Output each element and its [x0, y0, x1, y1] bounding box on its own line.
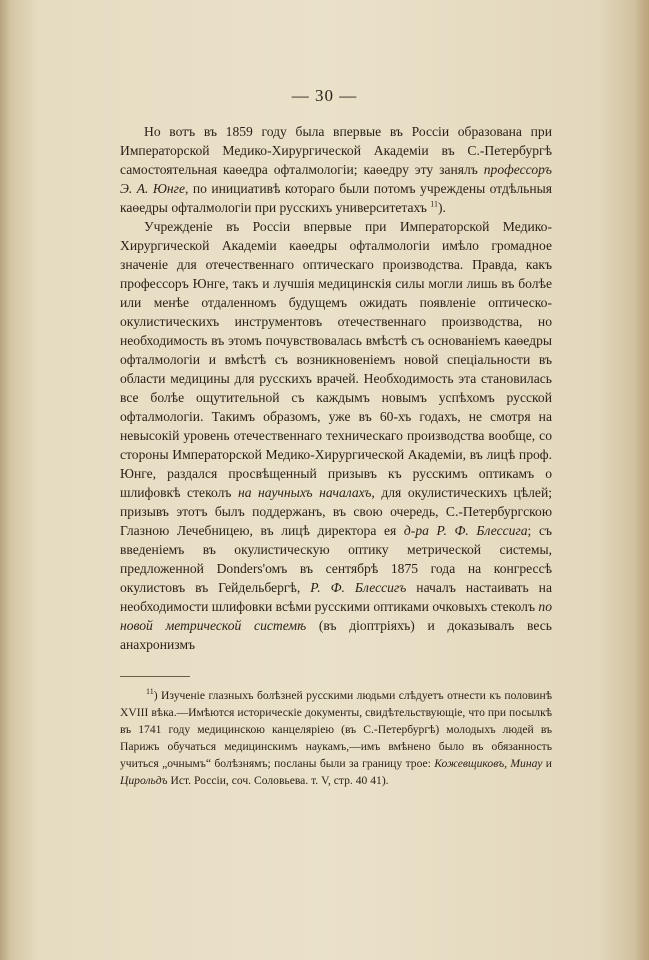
paragraph-2-italic-3: Р. Ф. Блессигъ [310, 580, 407, 595]
paragraph-2-italic-4: по новой метрической системѣ [120, 599, 552, 633]
footnote-marker: 11 [146, 687, 154, 697]
footnote-italic-2: Цирольдъ [120, 774, 168, 787]
page-number: — 30 — [291, 86, 358, 105]
paragraph-1 [120, 122, 552, 217]
paragraph-2-text-5: (въ діоптріяхъ) и доказывалъ весь анахронизмъ [120, 618, 553, 652]
paragraph-1-text-2: , по инициативѣ котораго были потомъ учреждены отдѣльныя каѳедры офталмологіи при русскихъ университетахъ [120, 181, 552, 215]
footnote-text-2: и [542, 757, 553, 770]
footnote-italic: Кожевщиковъ, Минау [434, 757, 543, 770]
main-text [120, 122, 552, 654]
footnote-text: ) Изученіе глазныхъ болѣзней русскими людьми слѣдуетъ отнести къ половинѣ XVIII вѣка.—Имѣются историческіе документы, свидѣтельствующіе, что при посылкѣ въ 1741 году медицинскою канцеляріею (въ С.-Петербургѣ) молодыхъ людей въ Парижъ обучаться медицинскимъ наукамъ,—имъ вмѣнено было въ обязанность учиться „очнымъ“ болѣзнямъ; посланы были за границу трое: [120, 689, 552, 770]
paragraph-2-text-4: началъ настаивать на необходимости шлифовки всѣми русскими оптиками очковыхъ стеколъ [120, 580, 552, 614]
paragraph-2 [120, 217, 552, 654]
footnote-reference: 11 [430, 199, 438, 209]
paragraph-2-text-2: , для окулистическихъ цѣлей; призывъ этотъ былъ поддержанъ, въ свою очередь, С.-Петербургскою Глазною Лечебницею, въ лицѣ директора ея [120, 485, 553, 538]
footnote-paragraph [120, 687, 552, 789]
page-edge-shadow [635, 0, 649, 960]
footnote-divider [120, 676, 190, 677]
paragraph-1-text-3: ). [437, 200, 446, 215]
footnote-text-3: Ист. Россіи, соч. Соловьева. т. V, стр. 40 41). [167, 774, 389, 787]
paragraph-1-italic: профессоръ Э. А. Юнге [120, 162, 552, 196]
paragraph-2-italic-2: д-ра Р. Ф. Блессига [403, 523, 528, 538]
page-spine-shadow [0, 0, 10, 960]
paragraph-2-text: Учрежденіе въ Россіи впервые при Императорской Медико-Хирургической Академіи каѳедры офталмологіи имѣло громадное значеніе для отечественнаго оптическаго производства. Правда, какъ профессоръ Юнге, такъ и лучшія медицинскія силы могли лишь въ болѣе или менѣе отдаленномъ будущемъ ожидать появленіе оптическо-окулистическихъ инструментовъ отечественнаго производства, но необходимость въ этомъ почувствовалась вмѣстѣ съ основаніемъ каѳедры офталмологіи и вмѣстѣ съ возникновеніемъ новой спеціальности въ области медицины для русскихъ врачей. Необходимость эта становилась все болѣе ощутительной съ каждымъ новымъ успѣхомъ русской офталмологіи. Такимъ образомъ, уже въ 60-хъ годахъ, не смотря на невысокій уровень отечественнаго техническаго производства вообще, со стороны Императорской Медико-Хирургической Академіи, въ лицѣ проф. Юнге, раздался просвѣщенный призывъ къ русскимъ оптикамъ о шлифовкѣ стеколъ [120, 219, 552, 500]
text-block [120, 122, 552, 789]
paragraph-2-italic: на научныхъ началахъ [237, 485, 372, 500]
paragraph-1-text: Но вотъ въ 1859 году была впервые въ Россіи образована при Императорской Медико-Хирургической Академіи въ С.-Петербургѣ самостоятельная каѳедра офталмологіи; каѳедру эту занялъ [120, 124, 552, 177]
paragraph-2-text-3: ; съ введеніемъ въ окулистическую оптику метрической системы, предложенной Donders'омъ въ сентябрѣ 1875 года на конгрессѣ окулистовъ въ Гейдельбергѣ, [120, 523, 553, 595]
footnote [120, 687, 552, 789]
